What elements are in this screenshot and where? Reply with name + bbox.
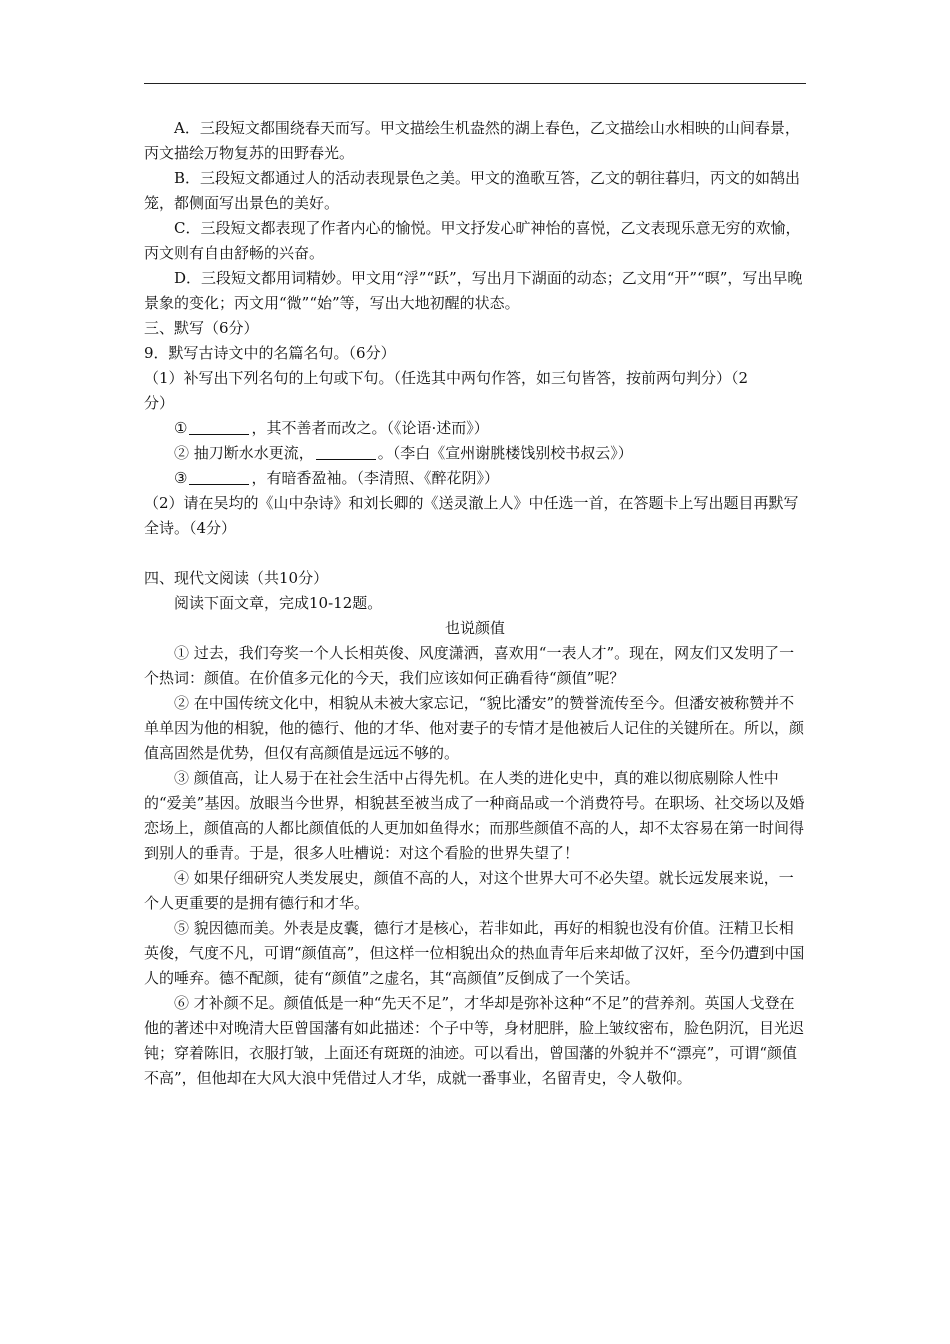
article-paragraph-6: ⑥ 才补颜不足。颜值低是一种“先天不足”，才华却是弥补这种“不足”的营养剂。英国人戈登在他的著述中对晚清大臣曾国藩有如此描述：个子中等，身材肥胖，脸上皱纹密布，脸色阴沉，目光迟钝；穿着陈旧，衣服打皱，上面还有斑斑的油迹。可以看出，曾国藩的外貌并不“漂亮”，可谓“颜值不高”，但他却在大风大浪中凭借过人才华，成就一番事业，名留青史，令人敬仰。 <box>144 994 805 1087</box>
option-a: A．三段短文都围绕春天而写。甲文描绘生机盎然的湖上春色，乙文描绘山水相映的山间春景，丙文描绘万物复苏的田野春光。 <box>144 119 800 162</box>
fill-item-3-number: ③ <box>174 469 188 487</box>
question-9-sub2: （2）请在吴均的《山中杂诗》和刘长卿的《送灵澈上人》中任选一首，在答题卡上写出题目再默写全诗。（4分） <box>144 494 799 537</box>
fill-item-2-text-pre: ② 抽刀断水水更流， <box>174 444 314 462</box>
option-c: C．三段短文都表现了作者内心的愉悦。甲文抒发心旷神怡的喜悦，乙文表现乐意无穷的欢愉，丙文则有自由舒畅的兴奋。 <box>144 219 801 262</box>
article-paragraph-1: ① 过去，我们夸奖一个人长相英俊、风度潇洒，喜欢用“一表人才”。现在，网友们又发明了一个热词：颜值。在价值多元化的今天，我们应该如何正确看待“颜值”呢？ <box>144 644 795 687</box>
question-9-sub1: （1）补写出下列名句的上句或下句。（任选其中两句作答，如三句皆答，按前两句判分）（2 <box>144 369 749 387</box>
spacer <box>144 541 806 566</box>
header-rule <box>144 83 806 84</box>
article-paragraph-4: ④ 如果仔细研究人类发展史，颜值不高的人，对这个世界大可不必失望。就长远发展来说，一个人更重要的是拥有德行和才华。 <box>144 869 794 912</box>
option-d: D．三段短文都用词精妙。甲文用“浮”“跃”，写出月下湖面的动态；乙文用“开”“暝”，写出早晚景象的变化；丙文用“微”“始”等，写出大地初醒的状态。 <box>144 269 803 312</box>
fill-item-1 <box>144 416 806 441</box>
option-b: B．三段短文都通过人的活动表现景色之美。甲文的渔歌互答，乙文的朝往暮归，丙文的如鹄出笼，都侧面写出景色的美好。 <box>144 169 801 212</box>
fill-item-3-text: ，有暗香盈袖。（李清照、《醉花阴》） <box>251 469 499 487</box>
fill-item-3 <box>144 466 806 491</box>
answer-blank-3[interactable] <box>189 469 249 485</box>
question-9: 9．默写古诗文中的名篇名句。（6分） <box>144 344 396 362</box>
fill-item-1-number: ① <box>174 419 188 437</box>
answer-blank-2[interactable] <box>316 444 376 460</box>
fill-item-1-text: ，其不善者而改之。（《论语·述而》） <box>251 419 489 437</box>
fill-item-2 <box>144 441 806 466</box>
article-paragraph-3: ③ 颜值高，让人易于在社会生活中占得先机。在人类的进化史中，真的难以彻底剔除人性中的“爱美”基因。放眼当今世界，相貌甚至被当成了一种商品或一个消费符号。在职场、社交场以及婚恋场上，颜值高的人都比颜值低的人更加如鱼得水；而那些颜值不高的人，却不太容易在第一时间得到别人的垂青。于是，很多人吐槽说：对这个看脸的世界失望了！ <box>144 769 805 862</box>
document-body <box>144 116 806 1091</box>
reading-instruction: 阅读下面文章，完成10-12题。 <box>174 594 383 612</box>
fill-item-2-text: 。（李白《宣州谢朓楼饯别校书叔云》） <box>377 444 633 462</box>
question-9-sub1-score: 分） <box>144 394 175 412</box>
answer-blank-1[interactable] <box>189 419 249 435</box>
section4-heading: 四、现代文阅读（共10分） <box>144 569 329 587</box>
article-title: 也说颜值 <box>444 619 505 637</box>
article-paragraph-2: ② 在中国传统文化中，相貌从未被大家忘记，“貌比潘安”的赞誉流传至今。但潘安被称赞并不单单因为他的相貌，他的德行、他的才华、他对妻子的专情才是他被后人记住的关键所在。所以，颜值高固然是优势，但仅有高颜值是远远不够的。 <box>144 694 805 762</box>
section3-heading: 三、默写（6分） <box>144 319 259 337</box>
article-paragraph-5: ⑤ 貌因德而美。外表是皮囊，德行才是核心，若非如此，再好的相貌也没有价值。汪精卫长相英俊，气度不凡，可谓“颜值高”，但这样一位相貌出众的热血青年后来却做了汉奸，至今仍遭到中国人的唾弃。德不配颜，徒有“颜值”之虚名，其“高颜值”反倒成了一个笑话。 <box>144 919 805 987</box>
